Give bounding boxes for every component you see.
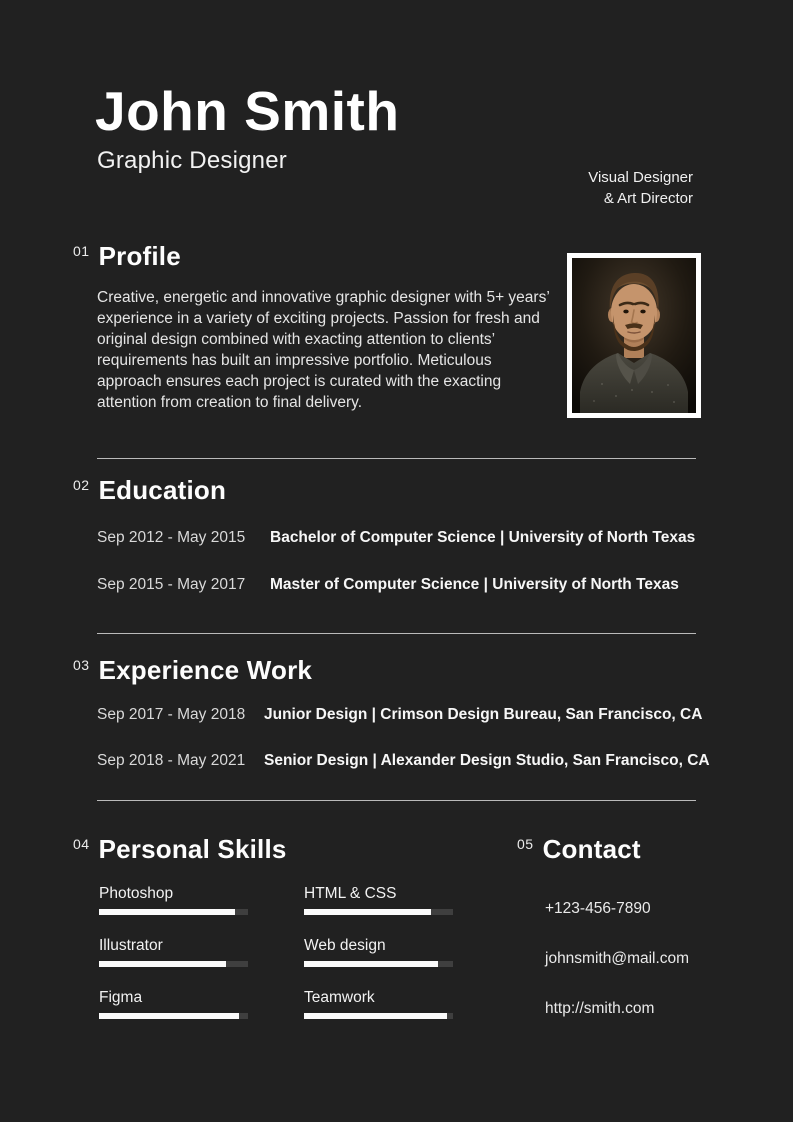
profile-photo-illustration xyxy=(572,258,696,413)
skill-label: Photoshop xyxy=(99,885,174,902)
skill-bar-fill xyxy=(304,909,431,915)
row-detail: Senior Design | Alexander Design Studio, San Francisco, CA xyxy=(264,752,710,769)
skill-bar-fill xyxy=(304,1013,447,1019)
section-number: 02 xyxy=(73,477,90,493)
tagline-line-1: Visual Designer xyxy=(588,169,693,186)
contact-phone: +123-456-7890 xyxy=(545,900,651,917)
row-dates: Sep 2018 - May 2021 xyxy=(97,752,246,769)
experience-row xyxy=(97,751,710,770)
section-divider xyxy=(97,458,696,459)
row-dates: Sep 2017 - May 2018 xyxy=(97,706,246,723)
skill-bar-fill xyxy=(99,1013,239,1019)
section-number: 04 xyxy=(73,836,90,852)
contact-email: johnsmith@mail.com xyxy=(545,950,690,967)
skill-label: HTML & CSS xyxy=(304,885,397,902)
section-title: Experience Work xyxy=(98,655,313,685)
skill-bar-track xyxy=(304,909,453,915)
skill-item xyxy=(99,988,248,1019)
section-title: Education xyxy=(98,475,227,505)
tagline-line-2: & Art Director xyxy=(603,190,693,207)
section-title: Personal Skills xyxy=(98,834,287,864)
profile-body-text: Creative, energetic and innovative graphic designer with 5+ years’ experience in a variety of exciting projects. Passion for fresh and original design combined with exacting attention to clients’ requirements has built an impressive portfolio. Meticulous approach ensures each project is curated with the exacting attention from creation to final delivery. xyxy=(97,289,550,411)
contact-website: http://smith.com xyxy=(545,1000,655,1017)
section-number: 05 xyxy=(517,836,534,852)
education-row xyxy=(97,528,695,547)
experience-row xyxy=(97,705,702,724)
section-number: 01 xyxy=(73,243,90,259)
skill-bar-fill xyxy=(99,909,235,915)
row-dates: Sep 2012 - May 2015 xyxy=(97,529,246,546)
section-heading-skills xyxy=(73,834,287,864)
skill-item xyxy=(304,988,453,1019)
row-dates: Sep 2015 - May 2017 xyxy=(97,576,246,593)
skills-column-right xyxy=(304,884,453,1040)
skill-label: Teamwork xyxy=(304,989,375,1006)
section-title: Contact xyxy=(542,834,641,864)
contact-list xyxy=(545,899,689,1049)
profile-photo xyxy=(567,253,701,418)
name-title: John Smith xyxy=(95,80,400,142)
skill-bar-fill xyxy=(304,961,438,967)
role-subtitle: Graphic Designer xyxy=(97,147,287,174)
skill-bar-track xyxy=(99,961,248,967)
tagline xyxy=(588,167,693,209)
skill-item xyxy=(99,936,248,967)
row-detail: Junior Design | Crimson Design Bureau, San Francisco, CA xyxy=(264,706,703,723)
section-divider xyxy=(97,633,696,634)
skill-bar-track xyxy=(99,909,248,915)
skill-label: Web design xyxy=(304,937,386,954)
skill-item xyxy=(304,884,453,915)
section-title: Profile xyxy=(98,241,181,271)
section-divider xyxy=(97,800,696,801)
section-heading-experience xyxy=(73,655,313,685)
skill-label: Figma xyxy=(99,989,143,1006)
section-heading-education xyxy=(73,475,227,505)
skill-bar-track xyxy=(304,961,453,967)
education-row xyxy=(97,575,679,594)
skill-item xyxy=(304,936,453,967)
section-heading-contact xyxy=(517,834,641,864)
skill-item xyxy=(99,884,248,915)
skill-bar-track xyxy=(304,1013,453,1019)
section-heading-profile xyxy=(73,241,181,271)
skill-bar-fill xyxy=(99,961,226,967)
skill-label: Illustrator xyxy=(99,937,163,954)
skill-bar-track xyxy=(99,1013,248,1019)
skills-column-left xyxy=(99,884,248,1040)
row-detail: Master of Computer Science | University of North Texas xyxy=(270,576,679,593)
row-detail: Bachelor of Computer Science | University of North Texas xyxy=(270,529,696,546)
section-number: 03 xyxy=(73,657,90,673)
